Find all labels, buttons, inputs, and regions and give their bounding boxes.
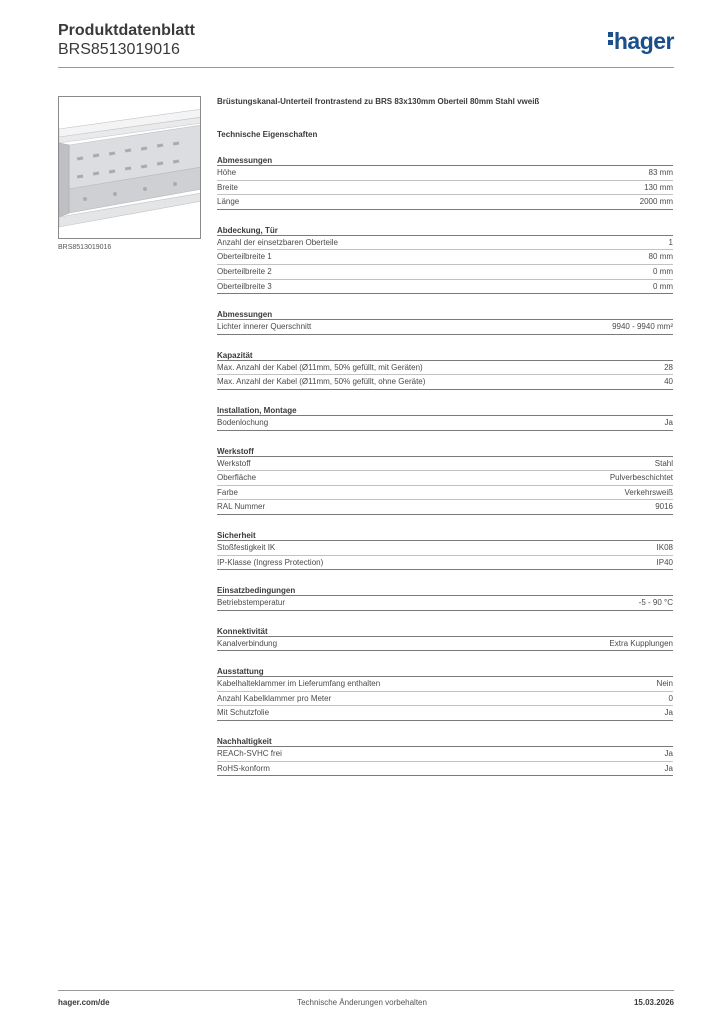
- spec-group-title: Sicherheit: [217, 530, 673, 541]
- spec-row: [217, 486, 673, 501]
- spec-label: Oberteilbreite 1: [217, 252, 272, 262]
- spec-row: [217, 677, 673, 692]
- spec-group-material: [217, 446, 673, 515]
- spec-value: Pulverbeschichtet: [609, 473, 673, 483]
- spec-row: [217, 195, 673, 210]
- spec-value: 28: [664, 362, 673, 372]
- spec-row: [217, 181, 673, 196]
- logo-colon-icon: [608, 29, 614, 48]
- spec-value: Verkehrsweiß: [624, 487, 673, 497]
- spec-label: Anzahl der einsetzbaren Oberteile: [217, 237, 338, 247]
- spec-label: Höhe: [217, 168, 237, 177]
- spec-value: Extra Kupplungen: [609, 638, 673, 648]
- spec-row: [217, 265, 673, 280]
- spec-value: -5 - 90 °C: [638, 598, 673, 608]
- spec-row: [217, 747, 673, 762]
- spec-row: [217, 556, 673, 571]
- footer-website: hager.com/de: [58, 998, 110, 1007]
- hager-logo: [608, 28, 674, 55]
- spec-row: [217, 236, 673, 251]
- spec-label: Max. Anzahl der Kabel (Ø11mm, 50% gefüllt, ohne Geräte): [217, 377, 426, 387]
- spec-row: [217, 762, 673, 777]
- spec-label: Kanalverbindung: [217, 638, 278, 648]
- spec-label: RoHS-konform: [217, 763, 270, 773]
- spec-label: Stoßfestigkeit IK: [217, 542, 276, 552]
- document-title: Produktdatenblatt: [58, 22, 195, 39]
- spec-value: 83 mm: [648, 168, 673, 177]
- footer-divider: [58, 990, 674, 991]
- spec-row: [217, 541, 673, 556]
- spec-group-capacity: [217, 350, 673, 390]
- spec-label: Oberfläche: [217, 473, 257, 483]
- spec-row: [217, 375, 673, 390]
- spec-label: Werkstoff: [217, 458, 251, 468]
- footer-disclaimer: Technische Änderungen vorbehalten: [297, 998, 427, 1007]
- spec-label: RAL Nummer: [217, 502, 266, 512]
- spec-label: Oberteilbreite 3: [217, 281, 272, 291]
- spec-value: Ja: [664, 749, 673, 759]
- spec-row: [217, 250, 673, 265]
- spec-group-title: Abmessungen: [217, 155, 673, 166]
- spec-value: 0 mm: [653, 266, 673, 276]
- cable-duct-illustration: [59, 97, 201, 239]
- footer-date: 15.03.2026: [633, 998, 674, 1007]
- spec-row: [217, 706, 673, 721]
- spec-value: 1: [668, 237, 673, 247]
- product-specs: [217, 96, 673, 776]
- page-header: [58, 20, 674, 70]
- spec-row: [217, 596, 673, 611]
- spec-value: Ja: [664, 708, 673, 718]
- spec-group-title: Ausstattung: [217, 666, 673, 677]
- spec-group-title: Nachhaltigkeit: [217, 736, 673, 747]
- document-article-number: BRS8513019016: [58, 41, 180, 58]
- spec-value: 40: [664, 377, 673, 387]
- spec-label: Lichter innerer Querschnitt: [217, 322, 312, 332]
- spec-label: Mit Schutzfolie: [217, 708, 270, 718]
- spec-label: Bodenlochung: [217, 417, 269, 427]
- spec-label: Farbe: [217, 487, 238, 497]
- header-divider: [58, 67, 674, 68]
- spec-group-connectivity: [217, 626, 673, 652]
- spec-label: Anzahl Kabelklammer pro Meter: [217, 693, 332, 703]
- spec-value: 130 mm: [644, 182, 673, 192]
- image-caption: BRS8513019016: [58, 244, 112, 251]
- product-description: Brüstungskanal-Unterteil frontrastend zu BRS 83x130mm Oberteil 80mm Stahl vweiß: [217, 97, 540, 106]
- spec-value: 9016: [655, 502, 673, 512]
- spec-row: [217, 361, 673, 376]
- spec-row: [217, 416, 673, 431]
- spec-group-installation: [217, 405, 673, 431]
- technical-properties-heading: Technische Eigenschaften: [217, 130, 318, 139]
- spec-row: [217, 457, 673, 472]
- spec-group-cross-section: [217, 309, 673, 335]
- spec-label: Max. Anzahl der Kabel (Ø11mm, 50% gefüllt, mit Geräten): [217, 362, 423, 372]
- spec-label: Länge: [217, 197, 240, 207]
- spec-row: [217, 280, 673, 295]
- spec-value: IP40: [656, 557, 673, 567]
- spec-label: Breite: [217, 182, 238, 192]
- spec-value: 0: [668, 693, 673, 703]
- spec-label: IP-Klasse (Ingress Protection): [217, 557, 324, 567]
- spec-row: [217, 500, 673, 515]
- spec-group-title: Einsatzbedingungen: [217, 585, 673, 596]
- spec-value: Nein: [656, 679, 673, 689]
- logo-text: hager: [613, 28, 674, 54]
- spec-value: 9940 - 9940 mm²: [612, 322, 673, 332]
- spec-group-title: Installation, Montage: [217, 405, 673, 416]
- spec-group-safety: [217, 530, 673, 570]
- spec-row: [217, 692, 673, 707]
- spec-row: [217, 471, 673, 486]
- spec-group-equipment: [217, 666, 673, 721]
- spec-value: 2000 mm: [639, 197, 673, 207]
- spec-value: Ja: [664, 763, 673, 773]
- spec-group-dimensions: [217, 155, 673, 210]
- spec-label: Oberteilbreite 2: [217, 266, 272, 276]
- spec-row: [217, 320, 673, 335]
- spec-value: Ja: [664, 417, 673, 427]
- spec-group-title: Konnektivität: [217, 626, 673, 637]
- spec-row: [217, 637, 673, 652]
- spec-group-title: Abmessungen: [217, 309, 673, 320]
- spec-group-title: Werkstoff: [217, 446, 673, 457]
- spec-label: Betriebstemperatur: [217, 598, 286, 608]
- spec-group-operating-conditions: [217, 585, 673, 611]
- spec-label: Kabelhalteklammer im Lieferumfang enthalten: [217, 679, 381, 689]
- product-image: [58, 96, 201, 239]
- spec-value: Stahl: [654, 458, 673, 468]
- spec-group-title: Kapazität: [217, 350, 673, 361]
- spec-value: 0 mm: [653, 281, 673, 291]
- spec-group-sustainability: [217, 736, 673, 776]
- spec-value: 80 mm: [648, 252, 673, 262]
- spec-group-title: Abdeckung, Tür: [217, 225, 673, 236]
- spec-label: REACh-SVHC frei: [217, 749, 282, 759]
- spec-row: [217, 166, 673, 181]
- spec-value: IK08: [656, 542, 673, 552]
- spec-group-cover: [217, 225, 673, 294]
